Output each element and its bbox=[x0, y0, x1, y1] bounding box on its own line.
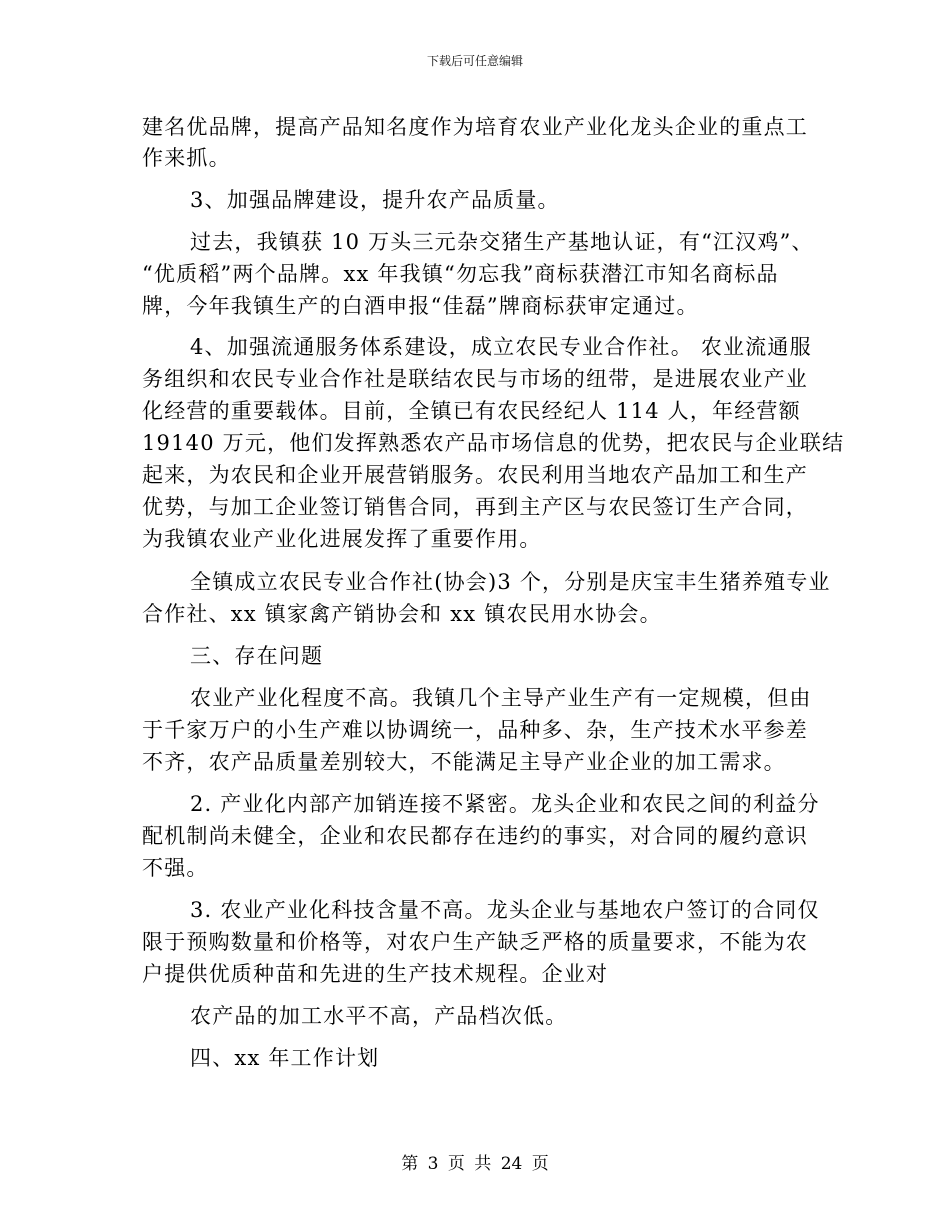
text-line: 过去，我镇获 10 万头三元杂交猪生产基地认证，有“江汉鸡”、 bbox=[190, 230, 814, 254]
text-line: 不齐，农产品质量差别较大，不能满足主导产业企业的加工需求。 bbox=[142, 750, 786, 774]
text-line: 4、加强流通服务体系建设，成立农民专业合作社。 农业流通服 bbox=[190, 335, 812, 359]
text-line: 2. 产业化内部产加销连接不紧密。龙头企业和农民之间的利益分 bbox=[190, 792, 820, 816]
text-line: 优势，与加工企业签订销售合同，再到主产区与农民签订生产合同， bbox=[142, 495, 808, 519]
text-line: 牌，今年我镇生产的白酒申报“佳磊”牌商标获审定通过。 bbox=[142, 294, 699, 318]
page-header-note: 下载后可任意编辑 bbox=[426, 54, 523, 68]
text-line: 起来，为农民和企业开展营销服务。农民利用当地农产品加工和生产 bbox=[142, 463, 808, 487]
text-line: 户提供优质种苗和先进的生产技术规程。企业对 bbox=[142, 962, 609, 986]
text-line: 建名优品牌，提高产品知名度作为培育农业产业化龙头企业的重点工 bbox=[142, 115, 808, 139]
text-line: 化经营的重要载体。目前，全镇已有农民经纪人 114 人，年经营额 bbox=[142, 399, 801, 423]
text-line: 3. 农业产业化科技含量不高。龙头企业与基地农户签订的合同仅 bbox=[190, 898, 820, 922]
text-line: 不强。 bbox=[142, 856, 209, 880]
text-line: 为我镇农业产业化进展发挥了重要作用。 bbox=[142, 527, 542, 551]
text-line: 配机制尚未健全，企业和农民都存在违约的事实，对合同的履约意识 bbox=[142, 824, 808, 848]
text-line: “优质稻”两个品牌。xx 年我镇“勿忘我”商标获潜江市知名商标品 bbox=[142, 262, 779, 286]
text-line: 农业产业化程度不高。我镇几个主导产业生产有一定规模，但由 bbox=[190, 686, 812, 710]
text-line: 三、存在问题 bbox=[190, 644, 324, 668]
text-line: 四、xx 年工作计划 bbox=[190, 1046, 380, 1070]
text-line: 合作社、xx 镇家禽产销协会和 xx 镇农民用水协会。 bbox=[142, 602, 662, 626]
text-line: 务组织和农民专业合作社是联结农民与市场的纽带，是进展农业产业 bbox=[142, 367, 808, 391]
page-number-footer: 第 3 页 共 24 页 bbox=[401, 1154, 549, 1174]
text-line: 于千家万户的小生产难以协调统一，品种多、杂，生产技术水平参差 bbox=[142, 718, 808, 742]
text-line: 作来抓。 bbox=[142, 146, 231, 170]
text-line: 19140 万元，他们发挥熟悉农产品市场信息的优势，把农民与企业联结 bbox=[142, 431, 845, 455]
text-line: 限于预购数量和价格等，对农户生产缺乏严格的质量要求，不能为农 bbox=[142, 930, 808, 954]
text-line: 3、加强品牌建设，提升农产品质量。 bbox=[190, 188, 560, 212]
text-line: 农产品的加工水平不高，产品档次低。 bbox=[190, 1004, 568, 1028]
text-line: 全镇成立农民专业合作社(协会)3 个，分别是庆宝丰生猪养殖专业 bbox=[190, 570, 831, 594]
